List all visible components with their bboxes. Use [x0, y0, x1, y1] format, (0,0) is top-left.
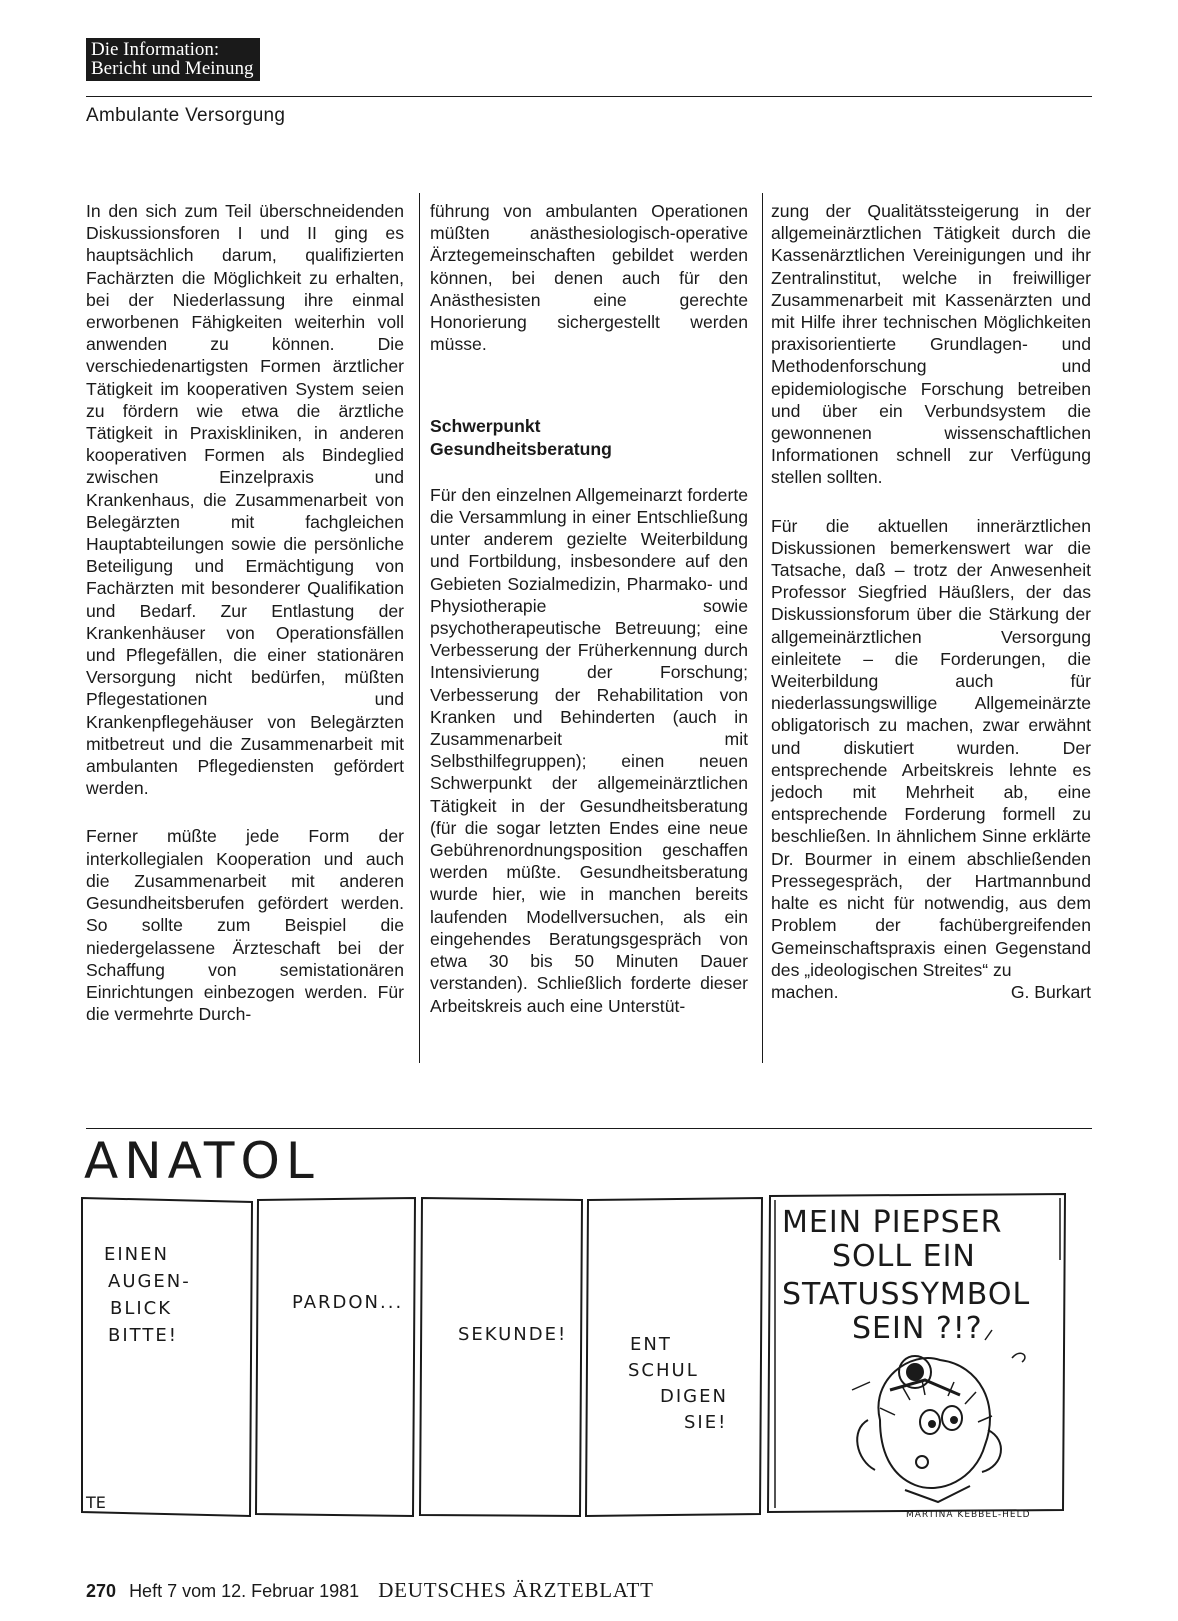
subheading: Schwerpunkt	[430, 416, 541, 437]
paragraph: Für den einzelnen Allgemeinarzt forderte die Versammlung in einer Entschließung unter anderem gezielte Weiterbildung und Fortbildung, insbesondere auf den Gebieten Sozialmedizin, Pharmako- und Physiotherapie sowie psychotherapeutische Betreuung; eine Verbesserung der Früherkennung durch Intensivierung der Forschung; Verbesserung der Rehabilitation von Kranken und Behinderten (auch in Zusammenarbeit mit Selbsthilfegruppen); einen neuen Schwerpunkt der allgemeinärztlichen Tätigkeit in der Gesundheitsberatung (für die sogar letzten Endes eine neue Gebührenordnungsposition geschaffen werden müßte. Gesundheitsberatung wurde hier, wie in manchen bereits laufenden Modellversuchen, als ein eingehendes Beratungsgespräch von etwa 30 bis 50 Minuten Dauer verstanden). Schließlich forderte dieser Arbeitskreis auch eine Unterstüt-	[430, 484, 748, 1016]
article-column-1	[86, 200, 404, 1051]
panel-3-frame	[420, 1198, 582, 1516]
column-divider	[762, 193, 763, 1063]
page-footer	[86, 1578, 654, 1603]
last-word: machen.	[771, 981, 839, 1002]
comic-strip	[80, 1190, 1100, 1520]
comic-divider	[86, 1128, 1092, 1129]
rubric-line-1: Die Information:	[91, 39, 220, 60]
rubric-line-2: Bericht und Meinung	[91, 58, 254, 79]
page-number: 270	[86, 1581, 117, 1601]
paragraph: führung von ambulanten Operationen müßten anästhesiologisch-operative Ärztegemeinschaften gebildet werden können, bei denen auch für den Anästhesisten eine gerechte Honorierung sichergestellt werden müsse.	[430, 201, 748, 355]
author-signature: G. Burkart	[1010, 981, 1091, 1002]
paragraph: zung der Qualitätssteigerung in der allgemeinärztlichen Tätigkeit durch die Kassenärztlichen Vereinigungen und ihr Zentralinstitut, welche in freiwilliger Zusammenarbeit mit Kassenärzten und mit Hilfe ihrer technischen Möglichkeiten praxisorientierte Grundlagen- und Methodenforschung und epidemiologische Forschung betreiben und über ein Verbundsystem die gewonnenen wissenschaftlichen Informationen schnell zur Verfügung stellen sollten.	[771, 201, 1091, 488]
artist-initials: TE	[86, 1493, 106, 1512]
paragraph: Für die aktuellen innerärztlichen Diskussionen bemerkenswert war die Tatsache, daß – trotz der Anwesenheit Professor Siegfried Häußlers, der das Diskussionsforum über die Stärkung der allgemeinärztlichen Versorgung einleitete – die Forderungen, die Weiterbildung auch für niederlassungswillige Allgemeinärzte obligatorisch zu machen, zwar erwähnt und diskutiert wurden. Der entsprechende Arbeitskreis lehnte es jedoch mit Mehrheit ab, eine entsprechende Forderung formell zu beschließen. In ähnlichem Sinne erklärte Dr. Bourmer in einem abschließenden Pressegespräch, der Hartmannbund halte es nicht für notwendig, aus dem Problem der fachübergreifenden Gemeinschaftspraxis einen Gegenstand des „ideologischen Streites“ zu	[771, 515, 1091, 980]
paragraph: In den sich zum Teil überschneidenden Diskussionsforen I und II ging es hauptsächlich darum, qualifizierten Fachärzten die Möglichkeit zu erhalten, bei der Niederlassung ihre einmal erworbenen Fähigkeiten weiterhin voll anwenden zu können. Die verschiedenartigsten Formen ärztlicher Tätigkeit im kooperativen System seien zu fördern wie etwa die ärztliche Tätigkeit in Praxiskliniken, in anderen kooperativen Formen als Bindeglied zwischen Einzelpraxis und Krankenhaus, die Zusammenarbeit von Belegärzten mit fachgleichen Hauptabteilungen sowie die persönliche Beteiligung und Ermächtigung von Fachärzten mit besonderer Qualifikation und Bedarf. Zur Entlastung der Krankenhäuser von Operationsfällen und Pflegefällen, die einer stationären Versorgung nicht bedürfen, müßten Pflegestationen und Krankenpflegehäuser von Belegärzten mitbetreut und die Zusammenarbeit mit ambulanten Pflegediensten gefördert werden.	[86, 201, 404, 799]
panel-1-line: BITTE!	[108, 1325, 178, 1346]
panel-1-line: AUGEN-	[108, 1271, 191, 1292]
doctor-character-drawing	[852, 1330, 1025, 1502]
article-column-2	[430, 200, 748, 1043]
panel-1-line: EINEN	[104, 1244, 169, 1265]
comic-title: ANATOL	[84, 1132, 320, 1190]
panel-4-line: SIE!	[684, 1412, 728, 1433]
panel-4-line: SCHUL	[628, 1360, 699, 1381]
panel-1-line: BLICK	[110, 1298, 173, 1319]
rubric-header	[86, 38, 260, 81]
panel-2-line: PARDON...	[292, 1292, 404, 1313]
panel-5-line: STATUSSYMBOL	[782, 1277, 1031, 1312]
panel-2-frame	[256, 1198, 415, 1516]
magazine-name: DEUTSCHES ÄRZTEBLATT	[378, 1578, 654, 1602]
issue-info: Heft 7 vom 12. Februar 1981	[129, 1581, 360, 1601]
subheading: Gesundheitsberatung	[430, 438, 612, 459]
section-title: Ambulante Versorgung	[86, 105, 286, 126]
article-column-3	[771, 200, 1091, 1003]
panel-4-line: DIGEN	[660, 1386, 728, 1407]
paragraph: Ferner müßte jede Form der interkollegialen Kooperation und auch die Zusammenarbeit mit anderen Gesundheitsberufen gefördert werden. So sollte zum Beispiel die niedergelassene Ärzteschaft bei der Schaffung von semistationären Einrichtungen einbezogen werden. Für die vermehrte Durch-	[86, 826, 404, 1025]
panel-5-line: SEIN ?!?	[852, 1311, 983, 1346]
panel-4-frame	[586, 1198, 762, 1516]
spacer	[430, 381, 748, 415]
column-divider	[419, 193, 420, 1063]
panel-5-line: MEIN PIEPSER	[782, 1205, 1003, 1240]
header-divider	[86, 96, 1092, 97]
closing-line	[771, 981, 1091, 1003]
panel-4-line: ENT	[630, 1334, 672, 1355]
panel-5-line: SOLL EIN	[832, 1239, 976, 1274]
artist-credit: MARTINA KEBBEL-HELD	[906, 1510, 1031, 1520]
panel-3-line: SEKUNDE!	[458, 1324, 568, 1345]
